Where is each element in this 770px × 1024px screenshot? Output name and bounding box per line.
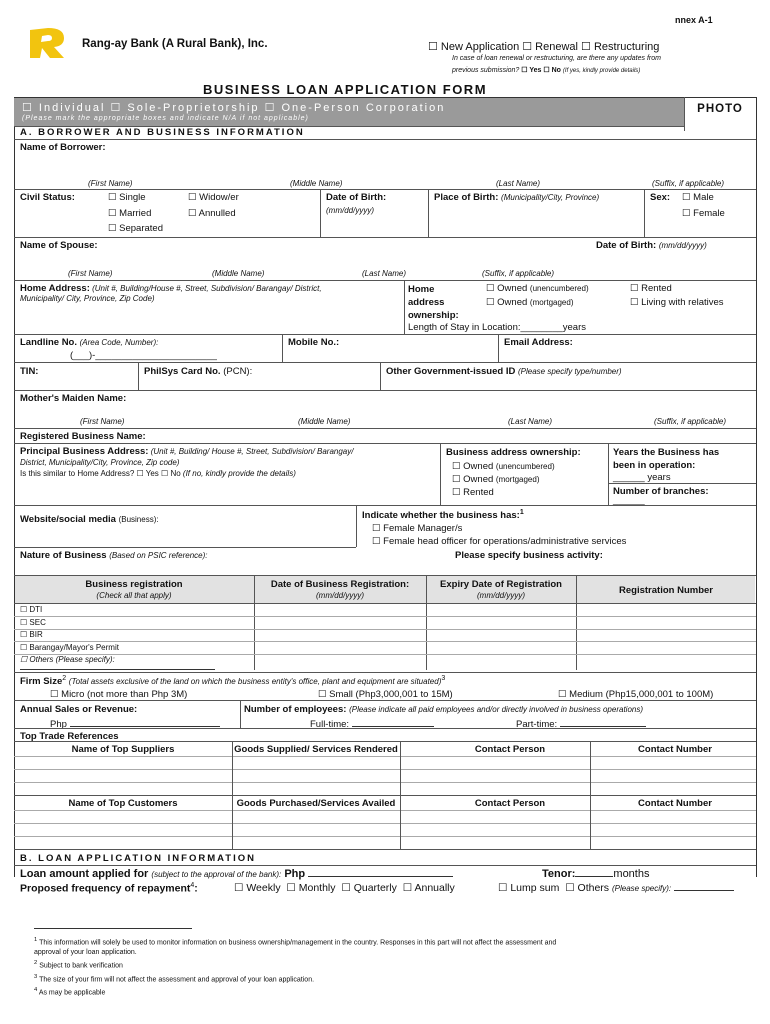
male-checkbox[interactable]: ☐ Male [682, 192, 714, 203]
mother-first-name: (First Name) [80, 417, 125, 426]
similar-no-checkbox[interactable]: ☐ No [161, 469, 181, 478]
loan-amount-label: Loan amount applied for (subject to the approval of the bank): Php [20, 867, 453, 880]
suppliers-header: Name of Top Suppliers [71, 744, 175, 755]
home-owned-mortgaged-checkbox[interactable]: ☐ Owned (mortgaged) [486, 297, 574, 308]
section-a-title: A. BORROWER AND BUSINESS INFORMATION [20, 127, 305, 138]
footnote-1: $^1$ This information will solely be used to monitor information on business ownership/management in the country. Responses in this part will not affect the assessment and [34, 937, 557, 947]
female-checkbox[interactable]: ☐ Female [682, 208, 725, 219]
dti-checkbox[interactable]: ☐ DTI [20, 605, 43, 614]
mayors-permit-checkbox[interactable]: ☐ Barangay/Mayor's Permit [20, 642, 119, 652]
home-ownership-label: Home address ownership: [408, 284, 459, 321]
sec-checkbox[interactable]: ☐ SEC [20, 617, 46, 627]
weekly-checkbox[interactable]: ☐ Weekly [234, 882, 281, 894]
renewal-note: In case of loan renewal or restructuring, are there any updates from [452, 55, 661, 62]
bank-name: Rang-ay Bank (A Rural Bank), Inc. [82, 38, 268, 50]
lump-sum-checkbox[interactable]: ☐ Lump sum [498, 882, 560, 894]
customer-contact-person-header: Contact Person [474, 798, 546, 809]
supplier-contact-number-header: Contact Number [638, 744, 712, 755]
sex-label: Sex: [650, 192, 671, 203]
bir-checkbox[interactable]: ☐ BIR [20, 630, 43, 640]
update-question: previous submission? ☐ Yes ☐ No (If yes, kindly provide details) [452, 67, 641, 74]
expiry-date-header: Expiry Date of Registration [440, 579, 562, 590]
borrower-dob-label: Date of Birth: [326, 192, 387, 203]
borrower-first-name: (First Name) [88, 179, 133, 188]
spouse-name-label: Name of Spouse: [20, 240, 98, 251]
micro-checkbox[interactable]: ☐ Micro (not more than Php 3M) [50, 689, 188, 700]
restructuring-checkbox[interactable]: ☐ Restructuring [581, 41, 660, 53]
photo-box[interactable]: PHOTO [697, 103, 743, 115]
landline-field[interactable]: (___)-_______________________ [70, 350, 217, 361]
fulltime-field[interactable]: Full-time: [310, 718, 434, 730]
form-title: BUSINESS LOAN APPLICATION FORM [202, 82, 488, 97]
section-b-title: B. LOAN APPLICATION INFORMATION [20, 853, 256, 864]
nature-of-business-label: Nature of Business (Based on PSIC reference): [20, 550, 208, 561]
spouse-last-name: (Last Name) [362, 269, 407, 278]
annulled-checkbox[interactable]: ☐ Annulled [188, 208, 236, 219]
registered-business-name-label: Registered Business Name: [20, 431, 146, 442]
supplier-contact-person-header: Contact Person [474, 744, 546, 755]
registration-col-subheader: (Check all that apply) [96, 591, 172, 600]
monthly-checkbox[interactable]: ☐ Monthly [286, 882, 336, 894]
borrower-name-label: Name of Borrower: [20, 142, 106, 153]
update-no-checkbox[interactable]: ☐ No [543, 67, 561, 74]
entity-type-note: (Please mark the appropriate boxes and indicate N/A if not applicable) [22, 115, 309, 122]
new-application-checkbox[interactable]: ☐ New Application [428, 41, 520, 53]
years-in-operation-field[interactable]: ______ years [613, 472, 671, 483]
philsys-label: PhilSys Card No. (PCN): [144, 366, 253, 377]
length-of-stay[interactable]: Length of Stay in Location:________years [408, 322, 586, 333]
business-owned-unencumbered-checkbox[interactable]: ☐ Owned (unencumbered) [452, 461, 555, 472]
footnote-2: $^2$ Subject to bank verification [34, 960, 123, 970]
medium-checkbox[interactable]: ☐ Medium (Php15,000,001 to 100M) [558, 689, 714, 700]
borrower-suffix: (Suffix, if applicable) [652, 179, 725, 188]
footnote-4: $^4$ As may be applicable [34, 986, 106, 997]
tin-label: TIN: [20, 366, 39, 377]
annex-label: nnex A-1 [675, 15, 713, 25]
mobile-label: Mobile No.: [288, 337, 340, 348]
repayment-frequency: Proposed frequency of repayment$^4$: [20, 882, 198, 895]
goods-supplied-header: Goods Supplied/ Services Rendered [234, 744, 398, 755]
borrower-middle-name: (Middle Name) [290, 179, 343, 188]
website-label: Website/social media (Business): [20, 514, 159, 525]
footnotes [34, 935, 734, 998]
other-id-label: Other Government-issued ID (Please specify type/number) [386, 366, 622, 377]
registration-list [20, 604, 119, 667]
annually-checkbox[interactable]: ☐ Annually [402, 882, 455, 894]
mother-suffix: (Suffix, if applicable) [654, 417, 727, 426]
spouse-dob: Date of Birth: (mm/dd/yyyy) [596, 240, 707, 251]
annual-sales-field[interactable]: Php [50, 718, 220, 730]
home-owned-unencumbered-checkbox[interactable]: ☐ Owned (unencumbered) [486, 283, 589, 294]
parttime-field[interactable]: Part-time: [516, 718, 646, 730]
quarterly-checkbox[interactable]: ☐ Quarterly [341, 882, 397, 894]
home-rented-checkbox[interactable]: ☐ Rented [630, 283, 672, 294]
footnote-1-cont: approval of your loan application. [34, 949, 137, 957]
email-label: Email Address: [504, 337, 573, 348]
business-owned-mortgaged-checkbox[interactable]: ☐ Owned (mortgaged) [452, 474, 540, 485]
borrower-dob-format: (mm/dd/yyyy) [326, 206, 374, 215]
tenor-field[interactable]: Tenor: months [542, 868, 650, 880]
mother-last-name: (Last Name) [508, 417, 553, 426]
expiry-date-format: (mm/dd/yyyy) [477, 591, 525, 600]
others-repayment-checkbox[interactable]: ☐ Others [565, 882, 610, 894]
civil-status-label: Civil Status: [20, 192, 75, 203]
employees-label: Number of employees: (Please indicate all paid employees and/or directly involved in business operations) [244, 704, 644, 715]
business-address: Principal Business Address: (Unit #, Building/ House #, Street, Subdivision/ Barangay/ District, Municipality/City, Province, Zip code) Is this similar to Home Address? ☐ Yes ☐ No (If no, kindly provide the details) [20, 446, 354, 478]
spouse-middle-name: (Middle Name) [212, 269, 265, 278]
place-of-birth: Place of Birth: (Municipality/City, Province) [434, 192, 600, 203]
renewal-checkbox[interactable]: ☐ Renewal [522, 41, 578, 53]
home-address: Home Address: (Unit #, Building/House #, Street, Subdivision/ Barangay/ District, Municipality/ City, Province, Zip Code) [20, 283, 322, 303]
entity-type-options[interactable]: ☐ Individual ☐ Sole-Proprietorship ☐ One-Person Corporation [22, 102, 446, 114]
female-head-officer-checkbox[interactable]: ☐ Female head officer for operations/administrative services [372, 536, 627, 547]
female-manager-checkbox[interactable]: ☐ Female Manager/s [372, 523, 463, 534]
repayment-options [234, 882, 455, 894]
update-yes-checkbox[interactable]: ☐ Yes [521, 67, 542, 74]
spouse-suffix: (Suffix, if applicable) [482, 269, 555, 278]
widow-checkbox[interactable]: ☐ Widow/er [188, 192, 239, 203]
registration-number-header: Registration Number [619, 585, 713, 596]
married-checkbox[interactable]: ☐ Married [108, 208, 152, 219]
registration-col-header: Business registration [85, 579, 183, 590]
trade-references-title: Top Trade References [20, 731, 119, 742]
branches-label: Number of branches: [613, 486, 709, 497]
landline-label: Landline No. (Area Code, Number): [20, 337, 159, 348]
business-activity-label: Please specify business activity: [455, 550, 603, 561]
spouse-first-name: (First Name) [68, 269, 113, 278]
application-type [428, 40, 659, 53]
others-checkbox[interactable]: ☐ Others (Please specify): [20, 655, 115, 665]
firm-size-label: Firm Size$^2$ (Total assets exclusive of the land on which the business entity's office, plant and equipment are situated)$^3$ [20, 675, 446, 688]
mother-middle-name: (Middle Name) [298, 417, 351, 426]
footnote-3: $^3$ The size of your firm will not affect the assessment and approval of your loan application. [34, 973, 315, 983]
business-ownership-label: Business address ownership: [446, 447, 581, 458]
living-with-relatives-checkbox[interactable]: ☐ Living with relatives [630, 297, 724, 308]
indicate-label: Indicate whether the business has:$^1$ [362, 509, 524, 522]
annual-sales-label: Annual Sales or Revenue: [20, 704, 138, 715]
years-in-operation: Years the Business has been in operation: [613, 447, 720, 471]
separated-checkbox[interactable]: ☐ Separated [108, 223, 163, 234]
bank-logo-icon [28, 26, 68, 60]
business-rented-checkbox[interactable]: ☐ Rented [452, 487, 494, 498]
borrower-last-name: (Last Name) [496, 179, 541, 188]
similar-yes-checkbox[interactable]: ☐ Yes [136, 469, 159, 478]
registration-date-header: Date of Business Registration: [270, 579, 410, 590]
registration-date-format: (mm/dd/yyyy) [316, 591, 364, 600]
customers-header: Name of Top Customers [68, 798, 178, 809]
repayment-other-options: ☐ Lump sum ☐ Others (Please specify): [498, 882, 734, 894]
branches-field[interactable]: ______ [613, 495, 645, 506]
small-checkbox[interactable]: ☐ Small (Php3,000,001 to 15M) [318, 689, 453, 700]
entity-type-bar [14, 98, 684, 126]
mother-maiden-name-label: Mother's Maiden Name: [20, 393, 127, 404]
customer-contact-number-header: Contact Number [638, 798, 712, 809]
single-checkbox[interactable]: ☐ Single [108, 192, 146, 203]
goods-purchased-header: Goods Purchased/Services Availed [236, 798, 396, 809]
